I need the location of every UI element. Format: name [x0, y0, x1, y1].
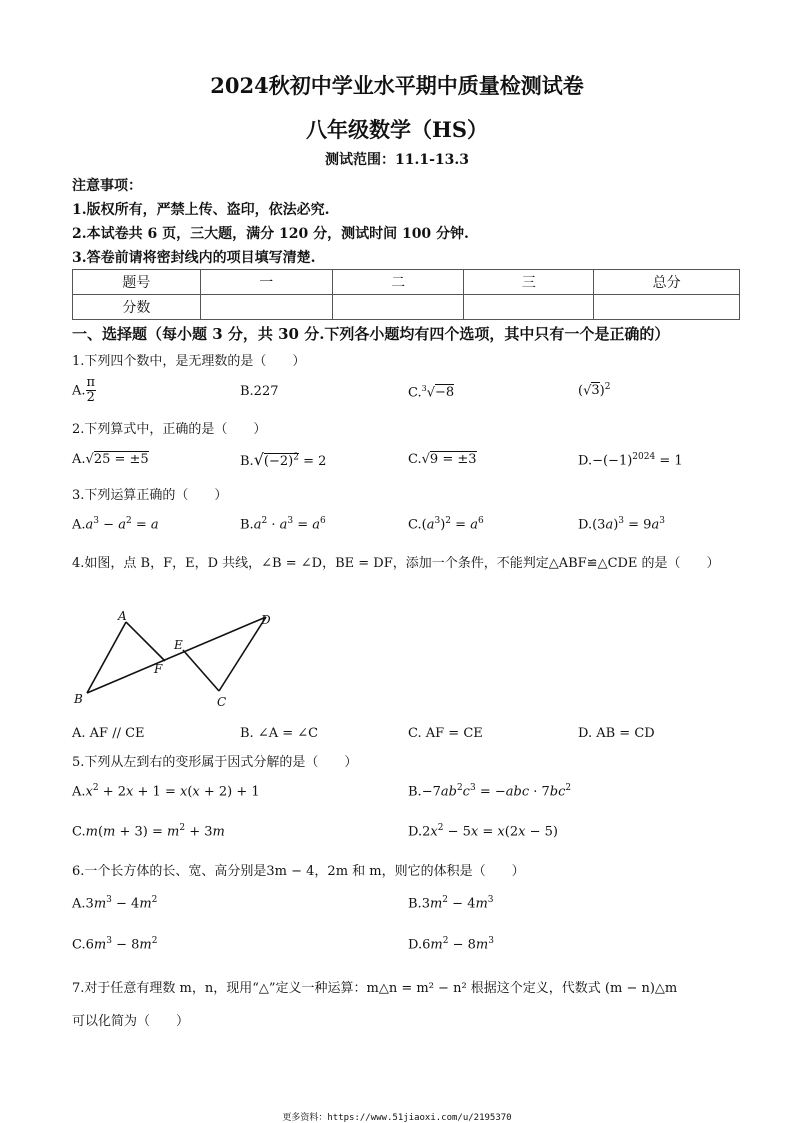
exam-subtitle: 八年级数学（HS）	[305, 117, 488, 142]
option-c: $C.6m^3 - 8m^2$	[72, 936, 158, 953]
question-stem-cont: 可以化简为（ ）	[72, 1014, 190, 1029]
exam-title: 2024秋初中学业水平期中质量检测试卷	[210, 73, 584, 98]
option-d: $D.(3a)^3 = 9a^3$	[578, 516, 665, 533]
table-row	[73, 295, 740, 320]
question-stem: 6.一个长方体的长、宽、高分别是3m − 4，2m 和 m，则它的体积是（ ）	[72, 864, 525, 879]
table-header: 题号	[73, 270, 201, 295]
question-stem: 3.下列运算正确的（ ）	[72, 488, 228, 503]
option-c: C.√9 = ±3	[408, 452, 477, 467]
option-d: $D.-(-1)^{2024} = 1$	[578, 452, 683, 469]
option-b: B.227	[240, 384, 279, 399]
note-item: 2.本试卷共 6 页，三大题，满分 120 分，测试时间 100 分钟.	[72, 226, 469, 242]
label-e: E	[174, 638, 183, 652]
note-item: 1.版权所有，严禁上传、盗印，依法必究.	[72, 202, 330, 218]
score-cell[interactable]	[200, 295, 332, 320]
line-bd	[87, 617, 266, 693]
option-a: A.√25 = ±5	[72, 452, 149, 467]
option-d: $D.2x^2 - 5x = x(2x - 5)$	[408, 823, 558, 840]
footer-link[interactable]: 更多资料：https://www.51jiaoxi.com/u/2195370	[282, 1113, 512, 1123]
segment-ba	[87, 622, 126, 693]
option-b: $B.-7ab^2c^3 = -abc \cdot 7bc^2$	[408, 783, 572, 800]
table-header: 三	[464, 270, 594, 295]
option-a: A. AF // CE	[72, 726, 145, 741]
segment-ec	[183, 650, 219, 691]
option-c: C. AF = CE	[408, 726, 483, 741]
option-c: $C.m(m + 3) = m^2 + 3m$	[72, 823, 225, 840]
score-cell[interactable]	[332, 295, 464, 320]
row-label: 分数	[73, 295, 201, 320]
score-cell[interactable]	[594, 295, 740, 320]
label-c: C	[217, 695, 227, 709]
label-a: A	[118, 609, 127, 623]
notes-heading: 注意事项：	[72, 178, 142, 194]
option-a: $A.3m^3 - 4m^2$	[72, 895, 158, 912]
option-d: $D.6m^2 - 8m^3$	[408, 936, 494, 953]
segment-af	[126, 622, 165, 661]
geometry-figure	[68, 602, 288, 710]
question-stem: 4.如图，点 B，F，E，D 共线，∠B = ∠D，BE = DF，添加一个条件，不能判定△ABF≌△CDE 的是（ ）	[72, 556, 720, 571]
figure-lines	[87, 617, 266, 693]
option-d: $(√3)^2$	[578, 382, 611, 399]
question-stem: 2.下列算式中，正确的是（ ）	[72, 422, 267, 437]
radical-sign: √	[583, 383, 592, 399]
table-header: 二	[332, 270, 464, 295]
question-stem: 1.下列四个数中，是无理数的是（ ）	[72, 354, 306, 369]
pi-over-2: $\frac{\pi}{2}$	[86, 375, 96, 406]
question-stem: 5.下列从左到右的变形属于因式分解的是（ ）	[72, 755, 358, 770]
label-f: F	[154, 662, 163, 676]
option-b: $B.a^2 \cdot a^3 = a^6$	[240, 516, 326, 533]
option-c: C.$^3$√−8	[408, 384, 455, 401]
table-row	[73, 270, 740, 295]
table-header: 总分	[594, 270, 740, 295]
note-item: 3.答卷前请将密封线内的项目填写清楚.	[72, 250, 316, 266]
option-a: $A.a^3 - a^2 = a$	[72, 516, 159, 533]
table-header: 一	[200, 270, 332, 295]
label-b: B	[74, 692, 83, 706]
option-b: $B.3m^2 - 4m^3$	[408, 895, 494, 912]
section-title: 一、选择题（每小题 3 分，共 30 分.下列各小题均有四个选项，其中只有一个是正确的）	[72, 325, 670, 343]
option-b: $B.√(-2)^2 = 2$	[240, 450, 327, 469]
question-stem: 7.对于任意有理数 m，n，现用“△”定义一种运算：m△n = m² − n² 根据这个定义，代数式 (m − n)△m	[72, 981, 678, 996]
exam-range: 测试范围：11.1-13.3	[324, 152, 469, 168]
option-d: D. AB = CD	[578, 726, 655, 741]
score-table	[72, 269, 740, 320]
label-d: D	[261, 613, 271, 627]
option-b: B. ∠A = ∠C	[240, 726, 319, 741]
score-cell[interactable]	[464, 295, 594, 320]
option-a: $A.x^2 + 2x + 1 = x(x + 2) + 1$	[72, 783, 260, 800]
option-c: $C.(a^3)^2 = a^6$	[408, 516, 484, 533]
segment-cd	[219, 617, 266, 691]
option-a: A. $\frac{\pi}{2}$	[72, 375, 96, 406]
radical-sign: √	[426, 385, 436, 401]
